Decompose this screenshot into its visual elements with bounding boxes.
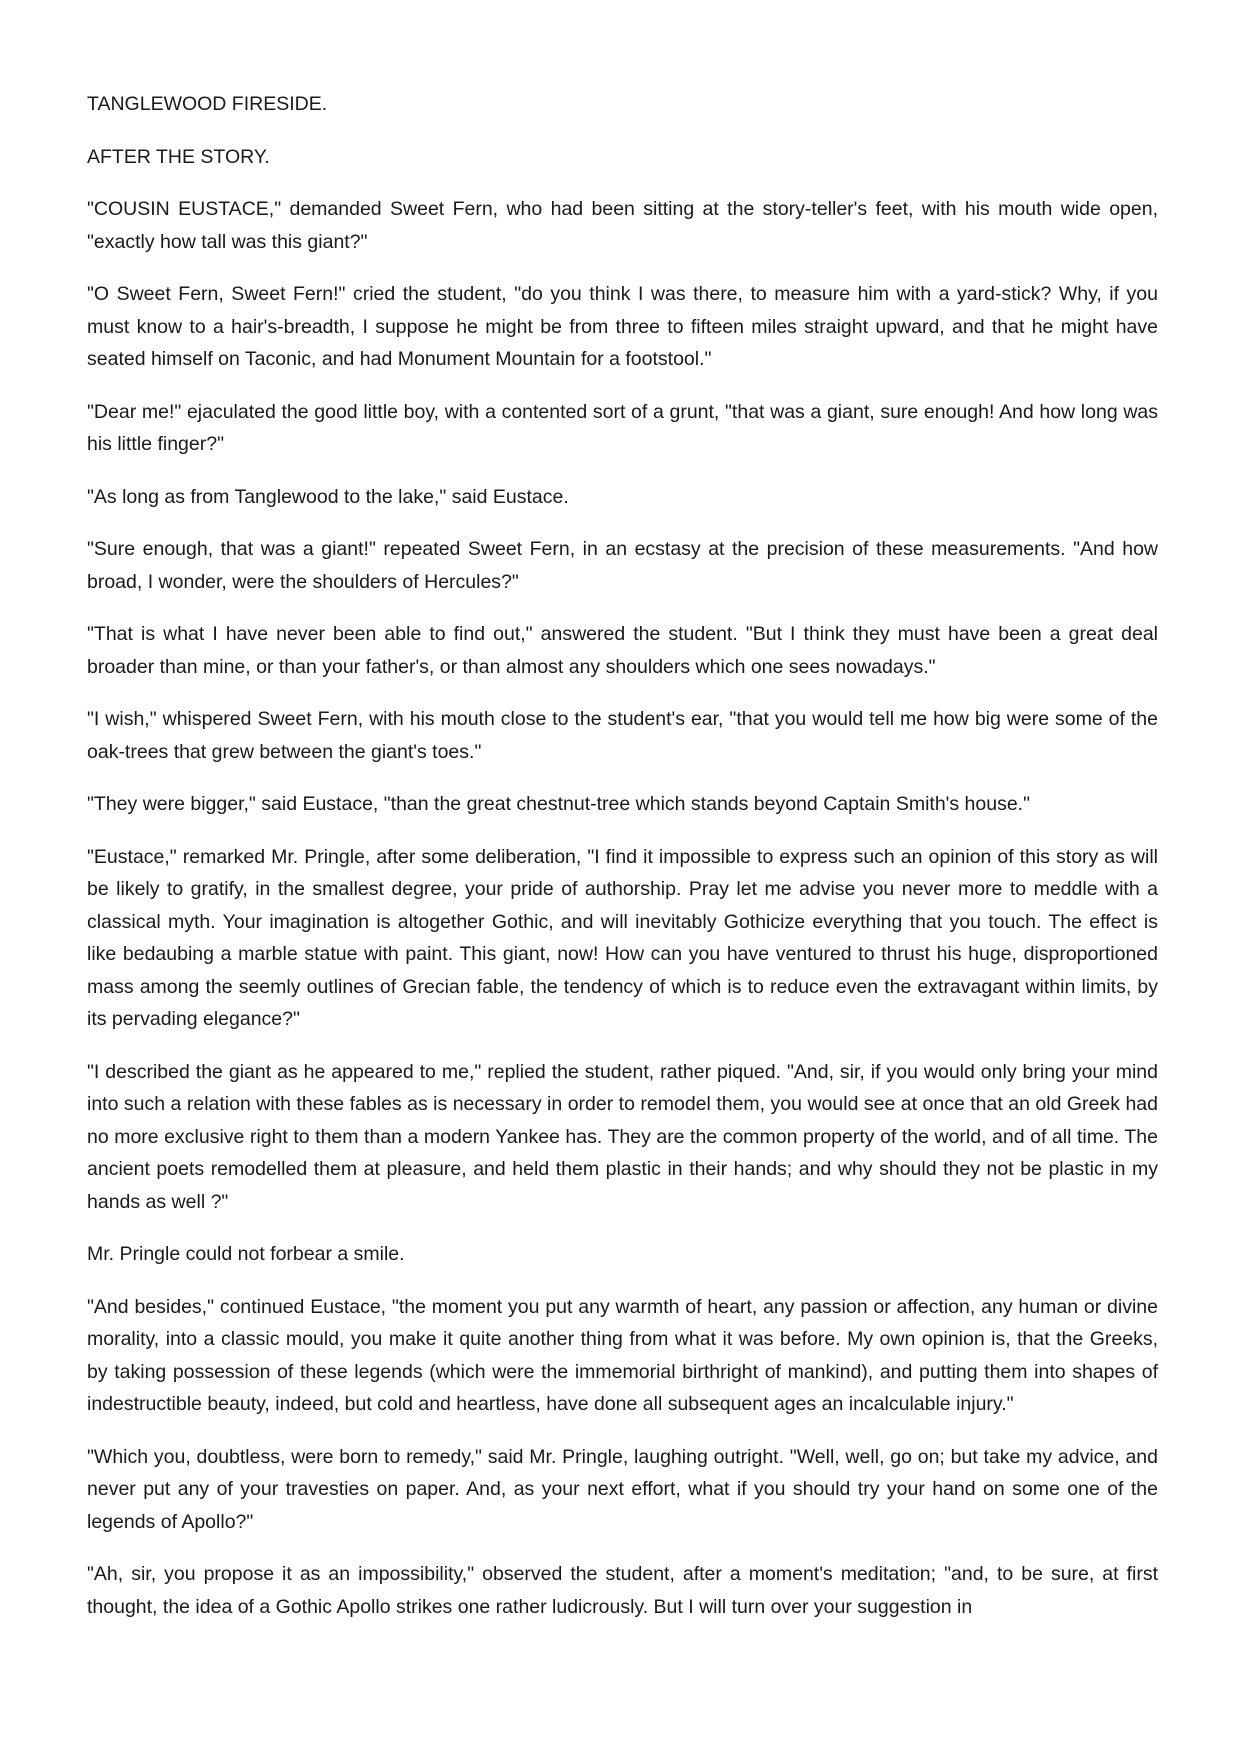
paragraph: "Sure enough, that was a giant!" repeated Sweet Fern, in an ecstasy at the precision of these measurements. "And how broad, I wonder, were the shoulders of Hercules?" [87,538,1158,593]
paragraph: "Which you, doubtless, were born to remedy," said Mr. Pringle, laughing outright. "Well, well, go on; but take my advice, and never put any of your travesties on paper. And, as your next effort, what if you should try your hand on some one of the legends of Apollo?" [87,1445,1158,1533]
paragraph: "As long as from Tanglewood to the lake," said Eustace. [87,485,569,508]
document-subtitle: AFTER THE STORY. [87,145,270,168]
paragraph: "I described the giant as he appeared to me," replied the student, rather piqued. "And, sir, if you would only bring your mind into such a relation with these fables as is necessary in order to remodel them, you would see at once that an old Greek had no more exclusive right to them than a modern Yankee has. They are the common property of the world, and of all time. The ancient poets remodelled them at pleasure, and held them plastic in their hands; and why should they not be plastic in my hands as well ?" [87,1060,1158,1213]
document-title: TANGLEWOOD FIRESIDE. [87,93,328,115]
paragraph: "That is what I have never been able to find out," answered the student. "But I think they must have been a great deal broader than mine, or than your father's, or than almost any shoulders which one sees nowadays." [87,623,1158,678]
paragraph: "They were bigger," said Eustace, "than the great chestnut-tree which stands beyond Captain Smith's house." [87,793,1031,815]
paragraph: "Eustace," remarked Mr. Pringle, after some deliberation, "I find it impossible to express such an opinion of this story as will be likely to gratify, in the smallest degree, your pride of authorship. Pray let me advise you never more to meddle with a classical myth. Your imagination is altogether Gothic, and will inevitably Gothicize everything that you touch. The effect is like bedaubing a marble statue with paint. This giant, now! How can you have ventured to thrust his huge, disproportioned mass among the seemly outlines of Grecian fable, the tendency of which is to reduce even the extravagant within limits, by its pervading elegance?" [87,845,1158,1030]
paragraph: "COUSIN EUSTACE," demanded Sweet Fern, who had been sitting at the story-teller's feet, with his mouth wide open, "exactly how tall was this giant?" [87,198,1158,253]
paragraph: Mr. Pringle could not forbear a smile. [87,1243,405,1265]
paragraph: "Dear me!" ejaculated the good little boy, with a contented sort of a grunt, "that was a giant, sure enough! And how long was his little finger?" [87,400,1158,455]
paragraph: "O Sweet Fern, Sweet Fern!" cried the student, "do you think I was there, to measure him with a yard-stick? Why, if you must know to a hair's-breadth, I suppose he might be from three to fifteen miles straight upward, and that he might have seated himself on Taconic, and had Monument Mountain for a footstool." [87,283,1158,370]
paragraph: "And besides," continued Eustace, "the moment you put any warmth of heart, any passion or affection, any human or divine morality, into a classic mould, you make it quite another thing from what it was before. My own opinion is, that the Greeks, by taking possession of these legends (which were the immemorial birthright of mankind), and putting them into shapes of indestructible beauty, indeed, but cold and heartless, have done all subsequent ages an incalculable injury." [87,1295,1158,1415]
paragraph: "Ah, sir, you propose it as an impossibility," observed the student, after a moment's meditation; "and, to be sure, at first thought, the idea of a Gothic Apollo strikes one rather ludicrously. But I will turn over your suggestion in [87,1563,1158,1618]
document-page [87,88,1158,1643]
paragraph: "I wish," whispered Sweet Fern, with his mouth close to the student's ear, "that you would tell me how big were some of the oak-trees that grew between the giant's toes." [87,708,1158,763]
